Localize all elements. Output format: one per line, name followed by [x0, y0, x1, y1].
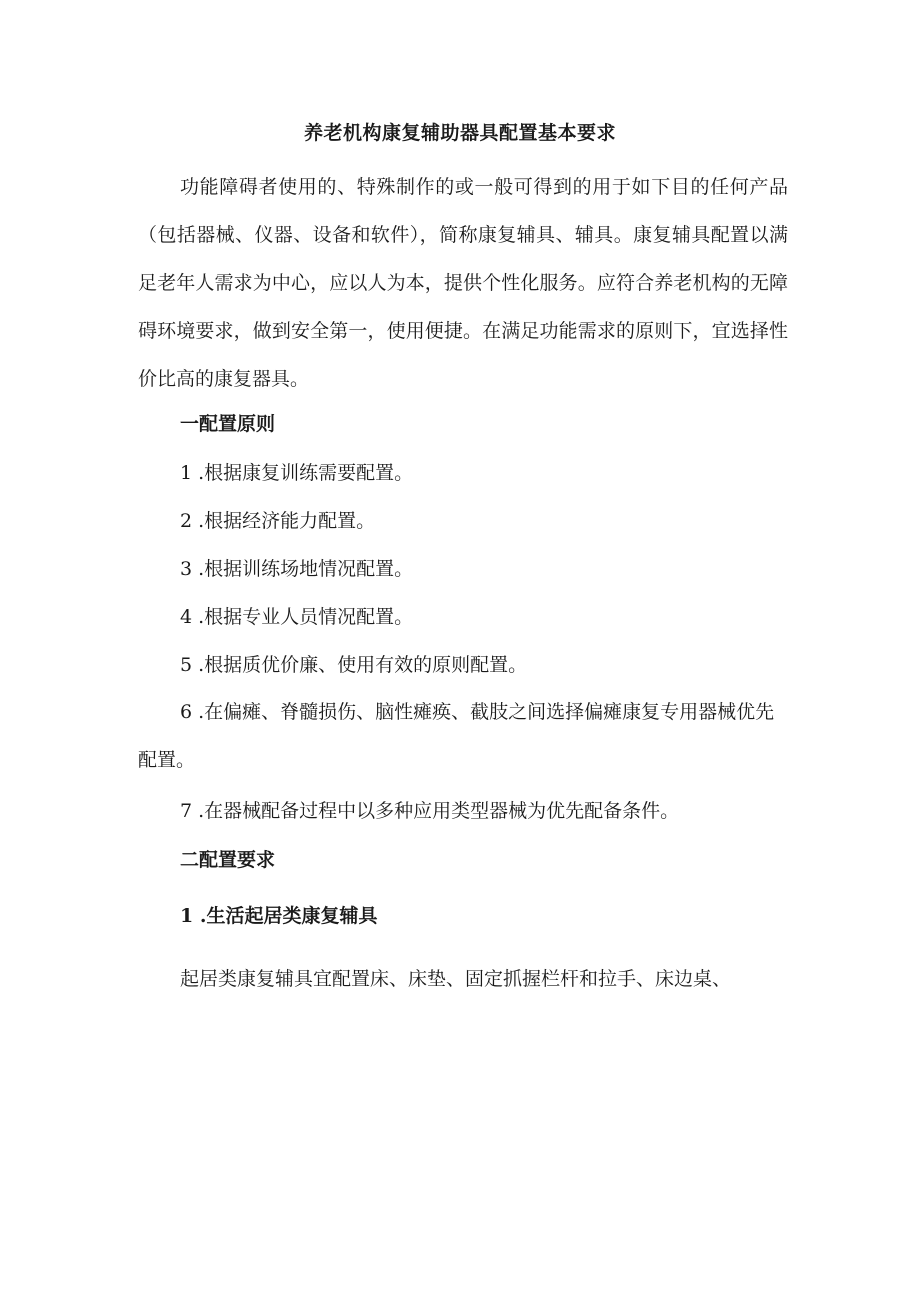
principle-item-6: 6 .在偏瘫、脊髓损伤、脑性瘫痪、截肢之间选择偏瘫康复专用器械优先配置。 [138, 701, 775, 771]
section2-heading: 二配置要求 [180, 849, 276, 871]
section2-subheading: 1 .生活起居类康复辅具 [180, 905, 378, 927]
intro-paragraph: 功能障碍者使用的、特殊制作的或一般可得到的用于如下目的任何产品（包括器械、仪器、设备和软件），简称康复辅具、辅具。康复辅具配置以满足老年人需求为中心，应以人为本，提供个性化服务。应符合养老机构的无障碍环境要求，做到安全第一，使用便捷。在满足功能需求的原则下，宜选择性价比高的康复器具。 [138, 176, 788, 390]
document-title: 养老机构康复辅助器具配置基本要求 [303, 122, 616, 144]
section1-heading: 一配置原则 [180, 413, 276, 435]
principle-item-4: 4 .根据专业人员情况配置。 [180, 606, 414, 628]
section2-text: 起居类康复辅具宜配置床、床垫、固定抓握栏杆和拉手、床边桌、 [180, 968, 732, 990]
principle-item-5: 5 .根据质优价廉、使用有效的原则配置。 [180, 654, 528, 676]
principle-item-7: 7 .在器械配备过程中以多种应用类型器械为优先配备条件。 [180, 800, 680, 822]
principle-item-2: 2 .根据经济能力配置。 [180, 510, 376, 532]
principle-item-1: 1 .根据康复训练需要配置。 [180, 462, 414, 484]
principle-item-3: 3 .根据训练场地情况配置。 [180, 558, 414, 580]
